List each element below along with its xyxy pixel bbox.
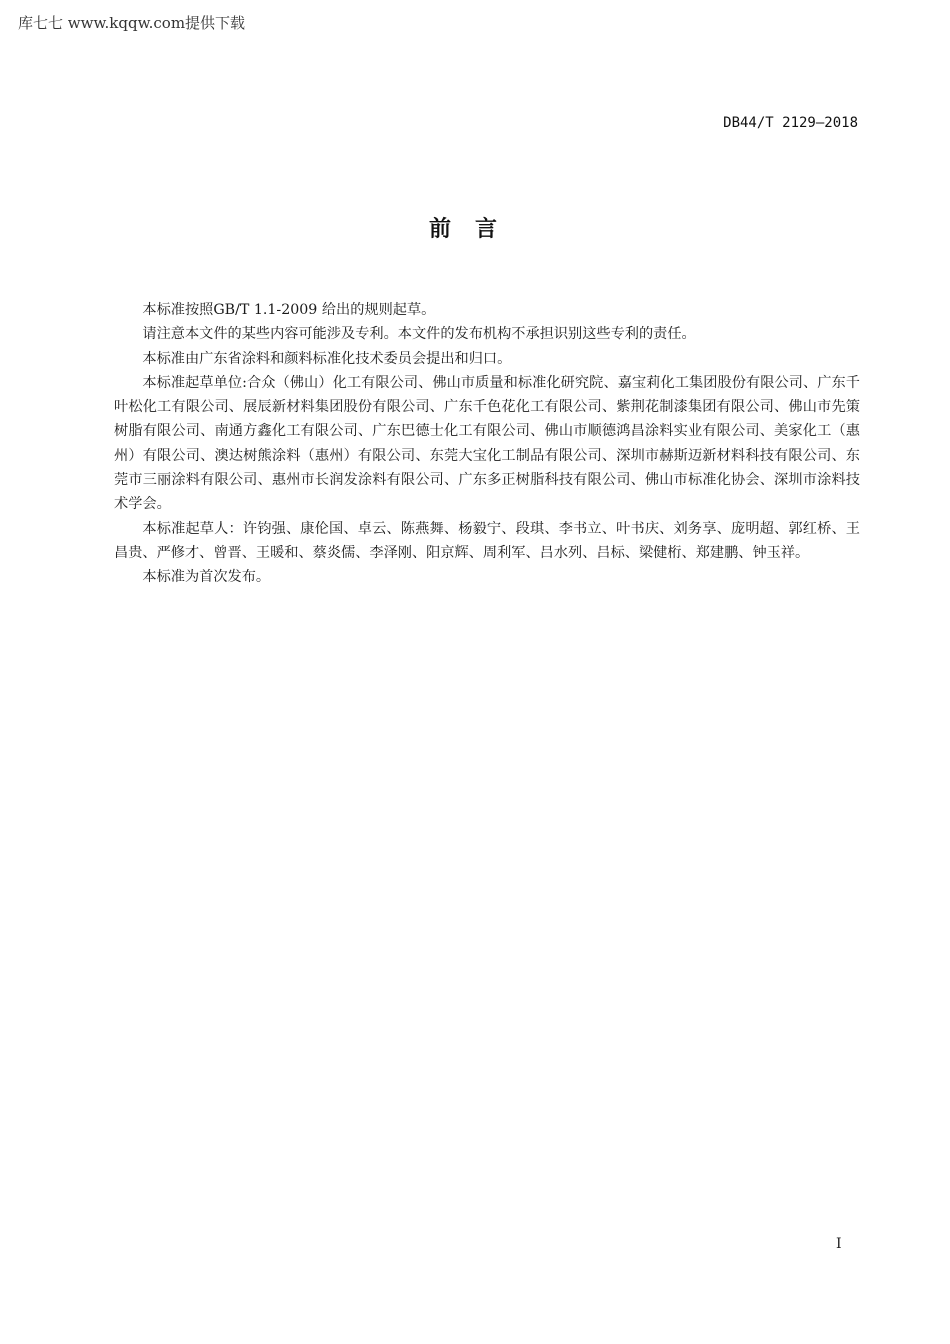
paragraph-proposer: 本标准由广东省涂料和颜料标准化技术委员会提出和归口。: [142, 350, 512, 367]
page-title: 前言: [428, 217, 521, 242]
paragraph-drafting-rules: 本标准按照GB/T 1.1-2009 给出的规则起草。: [142, 302, 436, 318]
watermark-text: 库七七 www.kqqw.com提供下载: [18, 14, 246, 32]
body-text: [114, 298, 860, 590]
paragraph-drafters: 本标准起草人：许钧强、康伦国、卓云、陈燕舞、杨毅宁、段琪、李书立、叶书庆、刘务享、庞明超、郭红桥、王昌贵、严修才、曾晋、王暖和、蔡炎儒、李泽刚、阳京辉、周利军、吕水列、吕标、梁健桁、郑建鹏、钟玉祥。: [114, 520, 860, 561]
paragraph-patent-notice: 请注意本文件的某些内容可能涉及专利。本文件的发布机构不承担识别这些专利的责任。: [142, 326, 696, 343]
page-number: I: [836, 1236, 842, 1252]
document-code: DB44/T 2129—2018: [723, 115, 858, 131]
paragraph-drafting-units: 本标准起草单位:合众（佛山）化工有限公司、佛山市质量和标准化研究院、嘉宝莉化工集团股份有限公司、广东千叶松化工有限公司、展辰新材料集团股份有限公司、广东千色花化工有限公司、紫荆花制漆集团有限公司、佛山市先策树脂有限公司、南通方鑫化工有限公司、广东巴德士化工有限公司、佛山市顺德鸿昌涂料实业有限公司、美家化工（惠州）有限公司、澳达树熊涂料（惠州）有限公司、东莞大宝化工制品有限公司、深圳市赫斯迈新材料科技有限公司、东莞市三丽涂料有限公司、惠州市长润发涂料有限公司、广东多正树脂科技有限公司、佛山市标准化协会、深圳市涂料技术学会。: [114, 374, 860, 513]
paragraph-first-release: 本标准为首次发布。: [142, 569, 271, 586]
